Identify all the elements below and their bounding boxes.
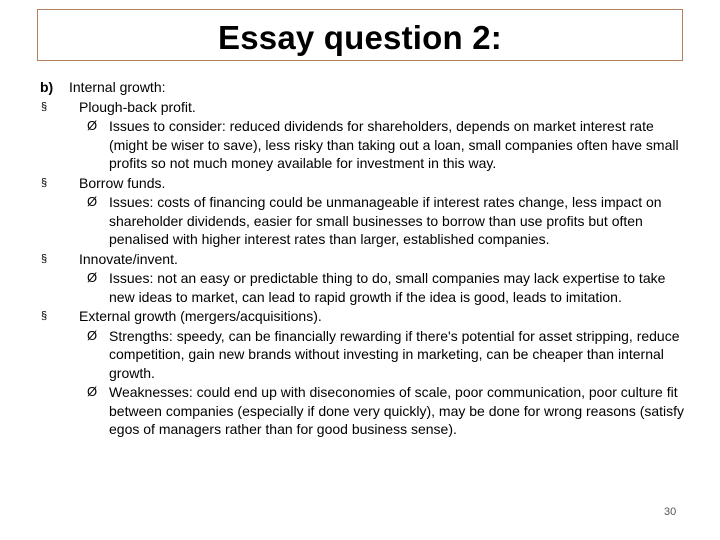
arrow-bullet-icon: Ø [87, 384, 98, 399]
slide-title: Essay question 2: [218, 19, 502, 56]
sub-item-text: Issues: costs of financing could be unmanageable if interest rates change, less impact on shareholder dividends, easier for small businesses to borrow than use profits but often penalised with higher interest rates than larger, established companies. [109, 194, 662, 247]
sub-item-text: Issues: not an easy or predictable thing to do, small companies may lack expertise to take new ideas to market, can lead to rapid growth if the idea is good, leads to imitation. [109, 270, 666, 305]
sub-item-text: Strengths: speedy, can be financially rewarding if there's potential for asset stripping, reduce competition, gain new brands without investing in marketing, can be cheaper than internal growth. [109, 327, 680, 381]
list-item-text: Plough-back profit. [79, 98, 196, 115]
section-heading [40, 78, 685, 97]
sub-item-text: Weaknesses: could end up with diseconomies of scale, poor communication, poor culture fit between companies (especially if done very quickly), may be done for wrong reasons (satisfy egos of managers rather than for good business sense). [109, 384, 685, 437]
list-item-text: External growth (mergers/acquisitions). [79, 308, 322, 324]
square-bullet-icon: § [41, 176, 48, 189]
list-item [40, 307, 685, 326]
page-number: 30 [664, 506, 677, 518]
square-bullet-icon: § [41, 100, 48, 113]
arrow-bullet-icon: Ø [87, 270, 98, 285]
list-item [40, 250, 685, 269]
slide-content [40, 78, 685, 439]
sub-item-text: Issues to consider: reduced dividends for shareholders, depends on market interest rate (might be wiser to save), less risky than taking out a loan, small companies often have small profits so not much money available for investment in this way. [109, 118, 679, 171]
arrow-bullet-icon: Ø [87, 327, 98, 343]
sub-item [40, 383, 685, 439]
list-item [40, 174, 685, 193]
list-item-text: Borrow funds. [79, 174, 166, 191]
sub-item [40, 269, 685, 306]
sub-item [40, 117, 685, 173]
sub-item [40, 193, 685, 249]
square-bullet-icon: § [41, 310, 48, 322]
section-marker: b) [40, 79, 54, 95]
title-box [37, 9, 683, 61]
section-label: Internal growth: [69, 79, 166, 95]
list-item-text: Innovate/invent. [79, 250, 178, 267]
square-bullet-icon: § [41, 252, 48, 265]
arrow-bullet-icon: Ø [87, 194, 98, 209]
sub-item [40, 327, 685, 383]
list-item [40, 98, 685, 117]
arrow-bullet-icon: Ø [87, 118, 98, 133]
